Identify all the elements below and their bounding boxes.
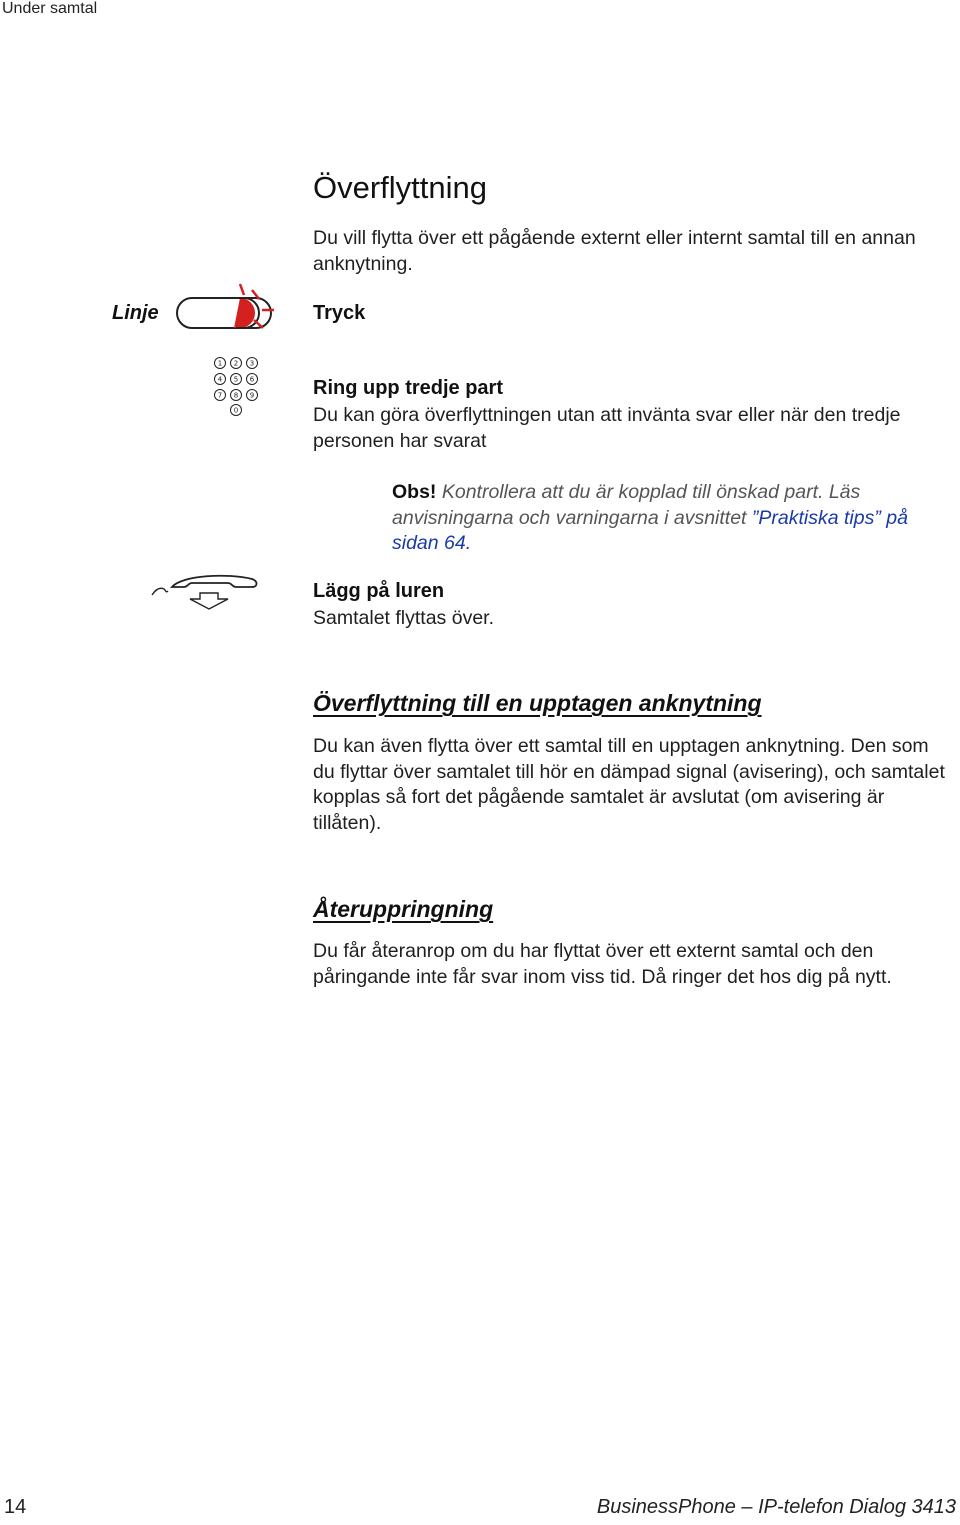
running-header: Under samtal bbox=[2, 0, 98, 17]
keypad-key-1: 1 bbox=[217, 359, 223, 368]
busy-section-heading: Överflyttning till en upptagen anknytning bbox=[313, 690, 762, 716]
keypad-key-2: 2 bbox=[233, 359, 239, 368]
footer-product: BusinessPhone – IP-telefon Dialog 3413 bbox=[596, 1496, 956, 1518]
keypad-key-7: 7 bbox=[217, 391, 223, 400]
note-text: Kontrollera att du är kopplad till önskad part. Läs anvisningarna och varningarna i avsnittet bbox=[392, 481, 861, 529]
keypad-icon bbox=[212, 355, 262, 417]
dial-step-text: Du kan göra överflyttningen utan att invänta svar eller när den tredje personen har svarat bbox=[313, 404, 901, 452]
dial-step-title: Ring upp tredje part bbox=[313, 377, 503, 399]
hangup-step-text: Samtalet flyttas över. bbox=[313, 607, 494, 629]
note-box bbox=[392, 480, 957, 557]
intro-text: Du vill flytta över ett pågående externt eller internt samtal till en annan anknytning. bbox=[313, 227, 916, 275]
keypad-key-0: 0 bbox=[233, 406, 239, 415]
keypad-key-6: 6 bbox=[249, 375, 255, 384]
busy-section-text: Du kan även flytta över ett samtal till en upptagen anknytning. Den som du flyttar över samtalet till hör en dämpad signal (avisering), och samtalet kopplas så fort det pågående samtalet är avslutat (om avisering är tillåten). bbox=[313, 735, 945, 834]
hangup-step-title: Lägg på luren bbox=[313, 580, 445, 602]
recall-section-text: Du får återanrop om du har flyttat över ett externt samtal och den påringande inte får svar inom viss tid. Då ringer det hos dig på nytt. bbox=[313, 940, 892, 988]
page-number: 14 bbox=[4, 1496, 27, 1518]
recall-section-heading: Återuppringning bbox=[313, 896, 494, 922]
keypad-key-3: 3 bbox=[249, 359, 255, 368]
line-label: Linje bbox=[112, 302, 159, 324]
keypad-key-5: 5 bbox=[233, 375, 239, 384]
keypad-key-8: 8 bbox=[233, 391, 239, 400]
keypad-key-4: 4 bbox=[217, 375, 223, 384]
note-link[interactable]: ”Praktiska tips” på sidan 64. bbox=[392, 506, 908, 554]
page-title: Överflyttning bbox=[313, 170, 488, 205]
handset-icon bbox=[148, 565, 260, 611]
note-label: Obs! bbox=[392, 481, 437, 503]
keypad-key-9: 9 bbox=[249, 391, 255, 400]
line-key-icon bbox=[174, 282, 278, 330]
press-instruction: Tryck bbox=[313, 302, 366, 324]
